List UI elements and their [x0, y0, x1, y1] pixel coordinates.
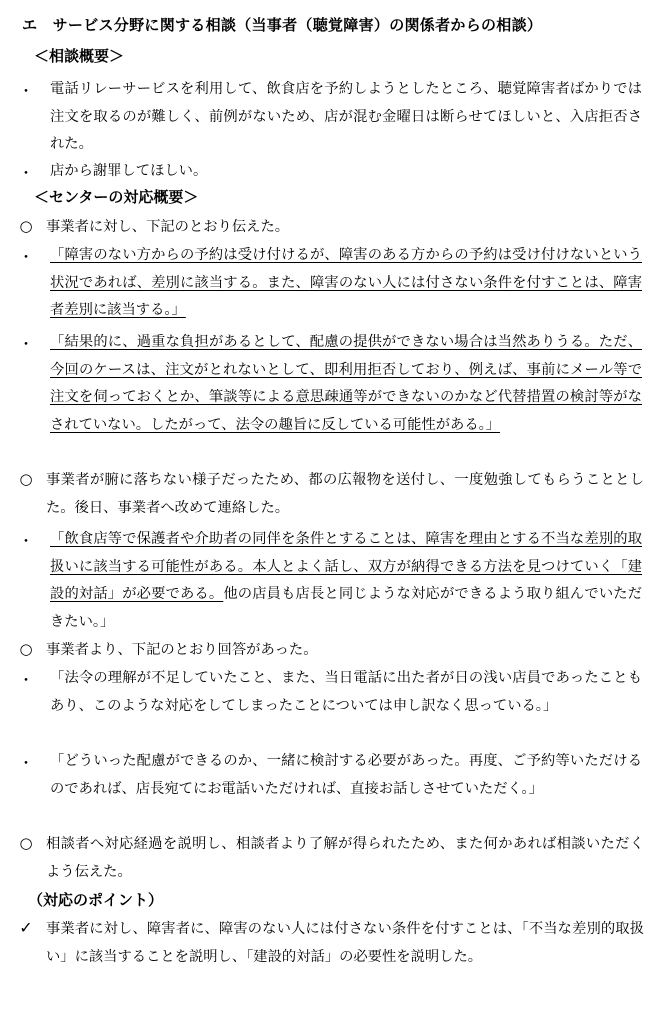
- circle-marker: ○: [19, 217, 33, 235]
- points-heading: （対応のポイント）: [28, 891, 164, 909]
- summary-text: 電話リレーサービスを利用して、飲食店を予約しようとしたところ、聴覚障害者ばかりでは注文を取るのが難しく、前例がないため、店が混む金曜日は断らせてほしいと、入店拒否された。: [50, 81, 642, 152]
- response-text: 事業者に対し、下記のとおり伝えた。: [46, 219, 290, 235]
- response-quote: 「結果的に、過重な負担があるとして、配慮の提供ができない場合は当然ありうる。ただ、今回のケースは、注文がとれないとして、即利用拒否しており、例えば、事前にメール等で注文を伺っておくとか、筆談等による意思疎通等ができないのかなど代替措置の検討等がなされていない。したがって、法令の趣旨に反している可能性がある。」: [50, 334, 642, 433]
- circle-marker: ○: [19, 640, 33, 658]
- bullet-marker: ・: [18, 335, 34, 353]
- bullet-marker: ・: [18, 248, 34, 266]
- summary-heading: ＜相談概要＞: [34, 47, 125, 65]
- response-quote-plain: 他の店員も店長と同じような対応ができるよう取り組んでいただきたい。」: [50, 586, 642, 630]
- response-quote-underlined: 「飲食店等で保護者や介助者の同伴を条件とすることは、障害を理由とする不当な差別的取扱いに該当する可能性がある。本人とよく話し、双方が納得できる方法を見つけていく「建設的対話」が必要である。: [50, 531, 642, 602]
- response-text: 事業者より、下記のとおり回答があった。: [46, 642, 318, 658]
- point-text: 事業者に対し、障害者に、障害のない人には付さない条件を付すことは、「不当な差別的取扱い」に該当することを説明し、「建設的対話」の必要性を説明した。: [46, 921, 644, 965]
- bullet-marker: ・: [18, 164, 34, 182]
- response-text: 事業者が腑に落ちない様子だったため、都の広報物を送付し、一度勉強してもらうこととした。後日、事業者へ改めて連絡した。: [46, 472, 644, 516]
- response-quote: 「法令の理解が不足していたこと、また、当日電話に出た者が日の浅い店員であったこともあり、このような対応をしてしまったことについては申し訳なく思っている。」: [50, 670, 642, 714]
- bullet-marker: ・: [18, 671, 34, 689]
- circle-marker: ○: [19, 470, 33, 488]
- check-icon: ✓: [19, 918, 33, 937]
- bullet-marker: ・: [18, 532, 34, 550]
- response-quote: 「障害のない方からの予約は受け付けるが、障害のある方からの予約は受け付けないという状況であれば、差別に該当する。また、障害のない人には付さない条件を付すことは、障害者差別に該当する。」: [50, 247, 642, 318]
- bullet-marker: ・: [18, 82, 34, 100]
- page-title: エ サービス分野に関する相談（当事者（聴覚障害）の関係者からの相談）: [22, 16, 543, 34]
- summary-text: 店から謝罪してほしい。: [50, 163, 208, 179]
- response-quote: [50, 526, 642, 636]
- bullet-marker: ・: [18, 754, 34, 772]
- center-heading: ＜センターの対応概要＞: [34, 188, 199, 206]
- response-quote: 「どういった配慮ができるのか、一緒に検討する必要があった。再度、ご予約等いただけるのであれば、店長宛てにお電話いただければ、直接お話しさせていただく。」: [50, 753, 642, 797]
- circle-marker: ○: [19, 834, 33, 852]
- response-text: 相談者へ対応経過を説明し、相談者より了解が得られたため、また何かあれば相談いただくよう伝えた。: [46, 836, 644, 880]
